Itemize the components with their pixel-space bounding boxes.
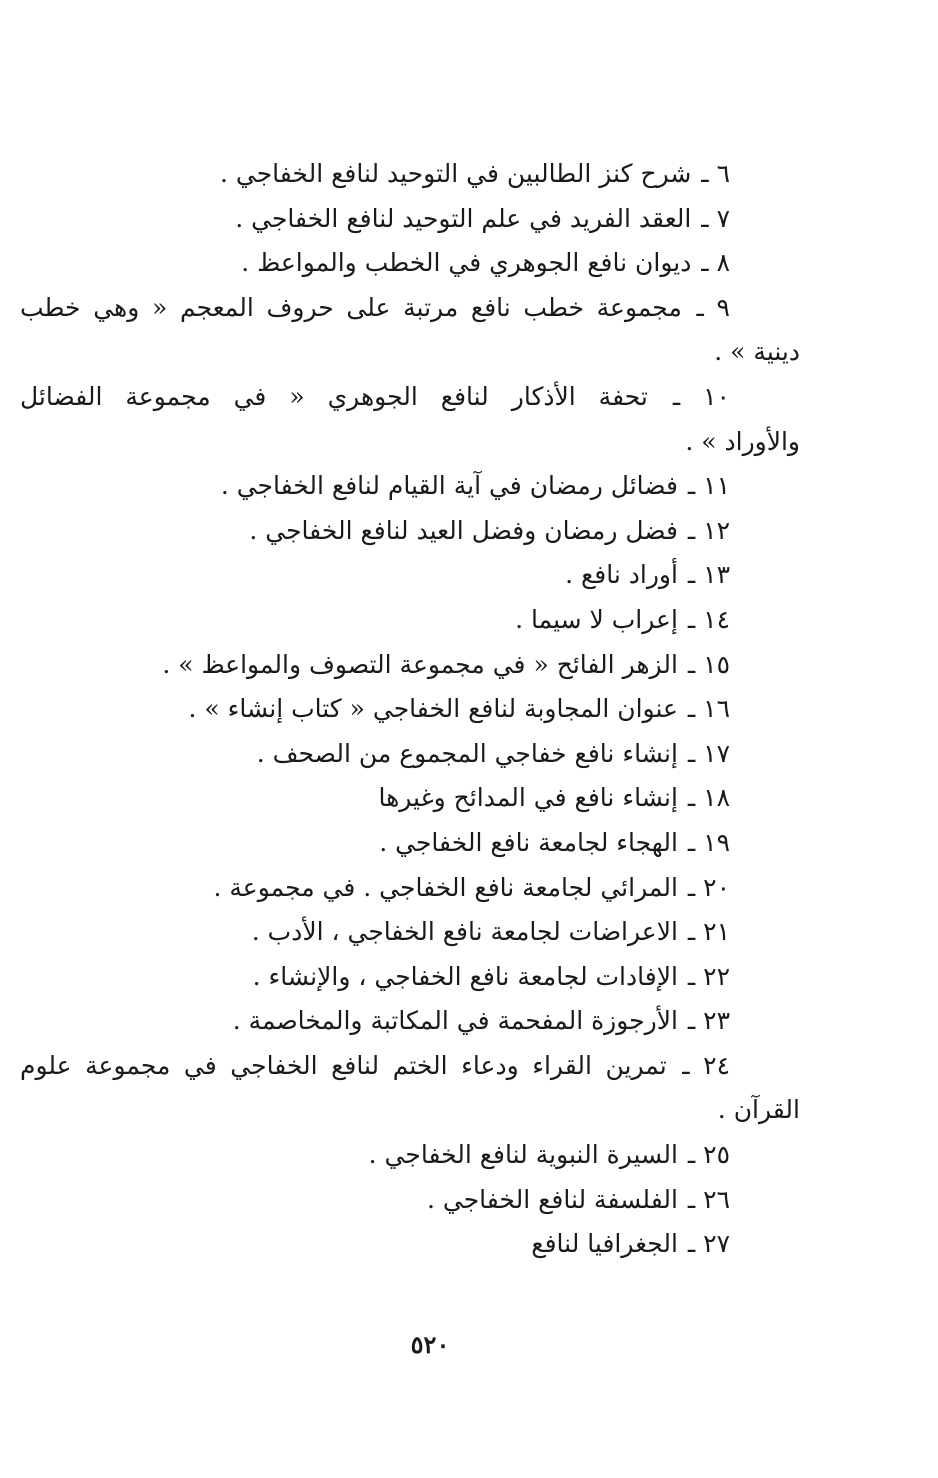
list-item-number: ٩ ـ <box>696 292 730 322</box>
list-item-text: الإفادات لجامعة نافع الخفاجي ، والإنشاء . <box>252 961 678 991</box>
list-item-text: الجغرافيا لنافع <box>531 1229 678 1259</box>
list-item-text: الأرجوزة المفحمة في المكاتبة والمخاصمة . <box>232 1006 678 1036</box>
list-item-text: الفلسفة لنافع الخفاجي . <box>426 1184 678 1214</box>
list-item-number: ٧ ـ <box>701 203 730 233</box>
list-item-continuation: دينية » . <box>714 337 800 367</box>
list-item-text: ديوان نافع الجوهري في الخطب والمواعظ . <box>241 248 692 278</box>
list-item-number: ١٥ ـ <box>687 649 730 679</box>
list-item-text: فضل رمضان وفضل العيد لنافع الخفاجي . <box>249 515 678 545</box>
list-item-text: إنشاء نافع في المدائح وغيرها <box>378 783 678 813</box>
list-item <box>90 776 730 821</box>
list-item-line <box>20 375 730 420</box>
list-item <box>90 821 730 866</box>
list-item-text: تمرين القراء ودعاء الختم لنافع الخفاجي في مجموعة علوم <box>20 1050 667 1080</box>
list-item-line <box>20 286 730 331</box>
list-item <box>90 955 730 1000</box>
list-item-number: ١٨ ـ <box>687 783 730 813</box>
list-item <box>90 464 730 509</box>
page-number: ٥٢٠ <box>410 1330 450 1359</box>
list-item <box>90 241 730 286</box>
list-item-number: ٢٣ ـ <box>687 1006 730 1036</box>
list-item-text: شرح كنز الطالبين في التوحيد لنافع الخفاجي . <box>219 159 692 188</box>
list-item <box>90 152 730 197</box>
list-item-number: ١٢ ـ <box>687 515 730 545</box>
list-item-number: ١٦ ـ <box>687 694 730 724</box>
list-item <box>90 1133 730 1178</box>
list-item-text: الاعراضات لجامعة نافع الخفاجي ، الأدب . <box>251 917 678 947</box>
list-item-text: إعراب لا سيما . <box>515 604 678 634</box>
list-item-text: فضائل رمضان في آية القيام لنافع الخفاجي . <box>220 471 678 501</box>
list-item <box>90 643 730 688</box>
list-item-text: أوراد نافع . <box>565 560 678 590</box>
list-item-number: ٦ ـ <box>701 159 730 188</box>
list-item-number: ٨ ـ <box>701 248 730 278</box>
list-item-text: إنشاء نافع خفاجي المجموع من الصحف . <box>256 738 678 768</box>
list-item <box>90 1178 730 1223</box>
list-item-continuation: القرآن . <box>717 1095 800 1125</box>
list-item-text: الزهر الفائح « في مجموعة التصوف والمواعظ » . <box>162 649 678 679</box>
list-item-text: المرائي لجامعة نافع الخفاجي . في مجموعة . <box>213 872 678 902</box>
list-item-number: ١٠ ـ <box>672 381 730 411</box>
list-item-text: تحفة الأذكار لنافع الجوهري « في مجموعة الفضائل <box>20 381 648 411</box>
bibliography-list <box>20 152 800 1267</box>
list-item <box>90 687 730 732</box>
list-item <box>20 1044 800 1133</box>
list-item <box>90 1222 730 1267</box>
list-item-number: ٢٧ ـ <box>687 1229 730 1259</box>
list-item-text: عنوان المجاوبة لنافع الخفاجي « كتاب إنشاء » . <box>188 694 678 724</box>
list-item-number: ٢١ ـ <box>687 917 730 947</box>
list-item <box>90 999 730 1044</box>
list-item-text: الهجاء لجامعة نافع الخفاجي . <box>379 827 678 857</box>
list-item-number: ١٤ ـ <box>687 604 730 634</box>
list-item-text: مجموعة خطب نافع مرتبة على حروف المعجم « وهي خطب <box>20 292 682 322</box>
list-item <box>90 197 730 242</box>
list-item <box>20 286 800 375</box>
list-item-text: العقد الفريد في علم التوحيد لنافع الخفاجي . <box>235 203 692 233</box>
list-item <box>90 598 730 643</box>
list-item-text: السيرة النبوية لنافع الخفاجي . <box>368 1140 678 1170</box>
list-item-number: ٢٦ ـ <box>687 1184 730 1214</box>
list-item <box>20 375 800 464</box>
list-item-continuation: والأوراد » . <box>685 426 800 456</box>
list-item-number: ١٩ ـ <box>687 827 730 857</box>
list-item <box>90 509 730 554</box>
list-item-number: ١١ ـ <box>687 471 730 501</box>
list-item-line <box>20 1044 730 1089</box>
list-item <box>90 553 730 598</box>
list-item-number: ٢٤ ـ <box>682 1050 730 1080</box>
list-item <box>90 910 730 955</box>
list-item-number: ١٧ ـ <box>687 738 730 768</box>
list-item <box>90 866 730 911</box>
list-item-number: ١٣ ـ <box>687 560 730 590</box>
list-item-number: ٢٢ ـ <box>687 961 730 991</box>
list-item-number: ٢٥ ـ <box>687 1140 730 1170</box>
list-item-number: ٢٠ ـ <box>687 872 730 902</box>
list-item <box>90 732 730 777</box>
